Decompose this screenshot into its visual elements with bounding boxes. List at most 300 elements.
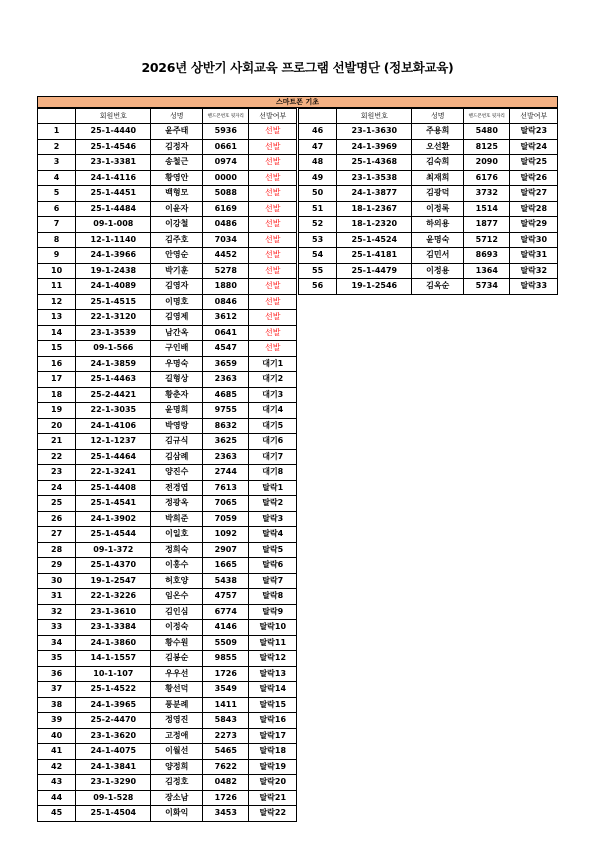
row-number: 2 [38,139,76,155]
table-row [38,186,297,202]
row-number: 33 [38,620,76,636]
table-row [38,666,297,682]
selection-status: 선발 [249,170,297,186]
member-name: 구인배 [151,341,203,357]
member-number: 25-1-4522 [76,682,151,698]
row-number: 10 [38,263,76,279]
table-row [38,713,297,729]
member-name: 고정애 [151,728,203,744]
member-number: 09-1-372 [76,542,151,558]
row-number: 36 [38,666,76,682]
phone-tail: 1665 [203,558,249,574]
member-name: 임온수 [151,589,203,605]
phone-tail: 2363 [203,449,249,465]
table-row [38,201,297,217]
phone-tail: 8693 [464,248,510,264]
phone-tail: 3625 [203,434,249,450]
table-row [38,589,297,605]
row-number: 34 [38,635,76,651]
table-row [38,294,297,310]
row-number: 42 [38,759,76,775]
table-row [38,434,297,450]
row-number: 17 [38,372,76,388]
member-name: 하의용 [412,217,464,233]
table-row [38,651,297,667]
phone-tail: 0482 [203,775,249,791]
phone-tail: 0641 [203,325,249,341]
member-name: 안영순 [151,248,203,264]
table-row [38,217,297,233]
row-number: 32 [38,604,76,620]
page-title: 2026년 상반기 사회교육 프로그램 선발명단 (정보화교육) [141,60,454,75]
selection-status: 탈락32 [510,263,558,279]
member-name: 황선덕 [151,682,203,698]
row-number: 52 [299,217,337,233]
table-row [299,201,558,217]
phone-tail: 5936 [203,124,249,140]
table-row [38,604,297,620]
col-header-no [38,109,76,124]
member-number: 24-1-4106 [76,418,151,434]
member-number: 25-1-4524 [337,232,412,248]
row-number: 7 [38,217,76,233]
member-number: 12-1-1237 [76,434,151,450]
member-number: 24-1-4089 [76,279,151,295]
phone-tail: 0661 [203,139,249,155]
member-name: 주용희 [412,124,464,140]
col-header-name: 성명 [151,109,203,124]
member-number: 24-1-4116 [76,170,151,186]
row-number: 56 [299,279,337,295]
table-row [38,790,297,806]
phone-tail: 9755 [203,403,249,419]
category-header: 스마트폰 기초 [37,96,558,108]
col-header-phone-tail: 핸드폰번호 뒷자리 [203,109,249,124]
member-number: 19-1-2438 [76,263,151,279]
member-number: 18-1-2320 [337,217,412,233]
row-number: 44 [38,790,76,806]
phone-tail: 8125 [464,139,510,155]
member-number: 25-1-4464 [76,449,151,465]
selection-status: 탈락25 [510,155,558,171]
member-number: 12-1-1140 [76,232,151,248]
row-number: 53 [299,232,337,248]
selection-status: 대기5 [249,418,297,434]
member-name: 송철근 [151,155,203,171]
member-name: 황춘자 [151,387,203,403]
table-row [38,682,297,698]
selection-status: 탈락10 [249,620,297,636]
table-row [38,806,297,822]
phone-tail: 6169 [203,201,249,217]
row-number: 48 [299,155,337,171]
phone-tail: 4547 [203,341,249,357]
member-name: 이정숙 [151,620,203,636]
member-name: 백형모 [151,186,203,202]
table-row [299,124,558,140]
row-number: 31 [38,589,76,605]
member-number: 23-1-3630 [337,124,412,140]
row-number: 5 [38,186,76,202]
phone-tail: 2090 [464,155,510,171]
row-number: 29 [38,558,76,574]
selection-status: 선발 [249,263,297,279]
member-name: 이월선 [151,744,203,760]
selection-status: 탈락24 [510,139,558,155]
member-name: 이홍수 [151,558,203,574]
phone-tail: 1092 [203,527,249,543]
phone-tail: 6176 [464,170,510,186]
selection-status: 탈락19 [249,759,297,775]
selection-status: 탈락16 [249,713,297,729]
selection-status: 탈락29 [510,217,558,233]
selection-status: 대기1 [249,356,297,372]
selection-status: 탈락4 [249,527,297,543]
phone-tail: 4146 [203,620,249,636]
member-name: 김주호 [151,232,203,248]
selection-status: 선발 [249,201,297,217]
selection-status: 선발 [249,217,297,233]
phone-tail: 2273 [203,728,249,744]
table-row [38,418,297,434]
roster-body-right [299,124,558,295]
member-name: 김정호 [151,775,203,791]
row-number: 20 [38,418,76,434]
member-number: 23-1-3610 [76,604,151,620]
table-row [38,248,297,264]
member-name: 박영랑 [151,418,203,434]
member-name: 허호양 [151,573,203,589]
phone-tail: 4452 [203,248,249,264]
phone-tail: 1877 [464,217,510,233]
selection-status: 선발 [249,139,297,155]
member-number: 23-1-3620 [76,728,151,744]
table-row [299,186,558,202]
table-row [38,155,297,171]
member-number: 23-1-3290 [76,775,151,791]
roster-body-left [38,124,297,822]
member-name: 이윤자 [151,201,203,217]
phone-tail: 5480 [464,124,510,140]
selection-status: 탈락14 [249,682,297,698]
member-number: 23-1-3381 [76,155,151,171]
phone-tail: 7034 [203,232,249,248]
selection-status: 탈락27 [510,186,558,202]
phone-tail: 5088 [203,186,249,202]
member-name: 이강철 [151,217,203,233]
table-row [38,372,297,388]
member-name: 이화익 [151,806,203,822]
member-number: 25-1-4546 [76,139,151,155]
table-row [299,263,558,279]
member-number: 25-1-4370 [76,558,151,574]
phone-tail: 3612 [203,310,249,326]
member-name: 김숙희 [412,155,464,171]
row-number: 1 [38,124,76,140]
table-row [299,232,558,248]
roster-table-right [298,108,558,295]
phone-tail: 3659 [203,356,249,372]
table-row [38,573,297,589]
table-row [299,248,558,264]
member-name: 황수원 [151,635,203,651]
phone-tail: 5843 [203,713,249,729]
col-header-status: 선발여부 [249,109,297,124]
selection-status: 탈락8 [249,589,297,605]
selection-status: 탈락30 [510,232,558,248]
member-number: 25-2-4421 [76,387,151,403]
member-number: 25-2-4470 [76,713,151,729]
row-number: 50 [299,186,337,202]
member-number: 25-1-4541 [76,496,151,512]
phone-tail: 7613 [203,480,249,496]
row-number: 3 [38,155,76,171]
member-number: 23-1-3384 [76,620,151,636]
row-number: 39 [38,713,76,729]
phone-tail: 5465 [203,744,249,760]
phone-tail: 3453 [203,806,249,822]
table-row [38,775,297,791]
member-number: 24-1-3902 [76,511,151,527]
row-number: 18 [38,387,76,403]
selection-status: 탈락3 [249,511,297,527]
selection-status: 탈락15 [249,697,297,713]
phone-tail: 9855 [203,651,249,667]
member-name: 이일호 [151,527,203,543]
table-row [38,465,297,481]
row-number: 40 [38,728,76,744]
phone-tail: 2363 [203,372,249,388]
member-name: 이정용 [412,263,464,279]
selection-status: 선발 [249,325,297,341]
row-number: 30 [38,573,76,589]
phone-tail: 0846 [203,294,249,310]
member-name: 김정자 [151,139,203,155]
row-number: 28 [38,542,76,558]
row-number: 23 [38,465,76,481]
selection-status: 탈락7 [249,573,297,589]
col-header-no [299,109,337,124]
selection-status: 대기2 [249,372,297,388]
table-row [38,325,297,341]
selection-status: 선발 [249,232,297,248]
row-number: 19 [38,403,76,419]
phone-tail: 2907 [203,542,249,558]
selection-status: 탈락9 [249,604,297,620]
member-number: 10-1-107 [76,666,151,682]
row-number: 45 [38,806,76,822]
member-number: 24-1-3841 [76,759,151,775]
member-number: 25-1-4484 [76,201,151,217]
member-number: 09-1-528 [76,790,151,806]
member-name: 김민서 [412,248,464,264]
selection-status: 선발 [249,124,297,140]
member-number: 24-1-3877 [337,186,412,202]
table-row [38,279,297,295]
phone-tail: 5438 [203,573,249,589]
member-name: 정영진 [151,713,203,729]
member-name: 김규식 [151,434,203,450]
phone-tail: 4757 [203,589,249,605]
table-row [38,124,297,140]
member-name: 장소남 [151,790,203,806]
table-row [38,496,297,512]
member-number: 22-1-3241 [76,465,151,481]
member-name: 김인심 [151,604,203,620]
selection-status: 탈락11 [249,635,297,651]
row-number: 35 [38,651,76,667]
row-number: 47 [299,139,337,155]
row-number: 25 [38,496,76,512]
member-name: 윤주태 [151,124,203,140]
selection-status: 탈락2 [249,496,297,512]
row-number: 54 [299,248,337,264]
member-name: 김영자 [151,279,203,295]
table-row [38,759,297,775]
member-number: 25-1-4544 [76,527,151,543]
row-number: 24 [38,480,76,496]
selection-status: 선발 [249,294,297,310]
table-row [38,356,297,372]
selection-status: 탈락23 [510,124,558,140]
row-number: 13 [38,310,76,326]
member-name: 박희준 [151,511,203,527]
member-name: 남간옥 [151,325,203,341]
member-name: 전경엽 [151,480,203,496]
selection-status: 탈락12 [249,651,297,667]
phone-tail: 1726 [203,666,249,682]
row-number: 22 [38,449,76,465]
member-number: 09-1-008 [76,217,151,233]
col-header-member-no: 회원번호 [337,109,412,124]
selection-status: 대기6 [249,434,297,450]
selection-status: 선발 [249,186,297,202]
table-row [38,170,297,186]
phone-tail: 5509 [203,635,249,651]
table-row [38,744,297,760]
phone-tail: 1514 [464,201,510,217]
member-number: 25-1-4440 [76,124,151,140]
table-row [38,558,297,574]
selection-status: 대기4 [249,403,297,419]
table-header-row [299,109,558,124]
member-number: 24-1-3859 [76,356,151,372]
phone-tail: 8632 [203,418,249,434]
table-row [38,542,297,558]
phone-tail: 1411 [203,697,249,713]
table-row [299,217,558,233]
selection-status: 탈락1 [249,480,297,496]
member-number: 14-1-1557 [76,651,151,667]
table-row [299,139,558,155]
member-name: 정희숙 [151,542,203,558]
table-row [38,527,297,543]
row-number: 21 [38,434,76,450]
table-row [38,310,297,326]
table-row [38,263,297,279]
member-number: 24-1-3965 [76,697,151,713]
selection-status: 선발 [249,155,297,171]
col-header-name: 성명 [412,109,464,124]
selection-status: 탈락6 [249,558,297,574]
selection-status: 탈락33 [510,279,558,295]
member-number: 25-1-4515 [76,294,151,310]
table-header-row [38,109,297,124]
row-number: 46 [299,124,337,140]
member-number: 25-1-4368 [337,155,412,171]
member-number: 22-1-3226 [76,589,151,605]
col-header-status: 선발여부 [510,109,558,124]
table-row [38,511,297,527]
phone-tail: 6774 [203,604,249,620]
col-header-member-no: 회원번호 [76,109,151,124]
selection-status: 선발 [249,248,297,264]
selection-status: 탈락18 [249,744,297,760]
member-number: 25-1-4479 [337,263,412,279]
member-name: 이명호 [151,294,203,310]
member-name: 김삼례 [151,449,203,465]
member-number: 19-1-2547 [76,573,151,589]
row-number: 37 [38,682,76,698]
row-number: 15 [38,341,76,357]
phone-tail: 1364 [464,263,510,279]
member-name: 김봉순 [151,651,203,667]
row-number: 26 [38,511,76,527]
phone-tail: 3732 [464,186,510,202]
selection-status: 탈락13 [249,666,297,682]
member-number: 25-1-4463 [76,372,151,388]
member-name: 길형상 [151,372,203,388]
phone-tail: 0000 [203,170,249,186]
member-name: 우명숙 [151,356,203,372]
member-number: 19-1-2546 [337,279,412,295]
member-name: 최재희 [412,170,464,186]
selection-status: 대기3 [249,387,297,403]
row-number: 4 [38,170,76,186]
member-name: 김광덕 [412,186,464,202]
phone-tail: 7065 [203,496,249,512]
selection-status: 선발 [249,341,297,357]
row-number: 14 [38,325,76,341]
row-number: 12 [38,294,76,310]
member-name: 김옥순 [412,279,464,295]
selection-status: 탈락17 [249,728,297,744]
member-name: 오선환 [412,139,464,155]
table-row [299,155,558,171]
phone-tail: 5712 [464,232,510,248]
col-header-phone-tail: 핸드폰번호 뒷자리 [464,109,510,124]
member-name: 양정희 [151,759,203,775]
phone-tail: 0486 [203,217,249,233]
member-number: 18-1-2367 [337,201,412,217]
phone-tail: 5278 [203,263,249,279]
table-row [38,697,297,713]
phone-tail: 1726 [203,790,249,806]
selection-status: 탈락26 [510,170,558,186]
member-name: 박기훈 [151,263,203,279]
table-row [38,728,297,744]
row-number: 9 [38,248,76,264]
member-number: 25-1-4504 [76,806,151,822]
selection-status: 탈락31 [510,248,558,264]
row-number: 51 [299,201,337,217]
phone-tail: 4685 [203,387,249,403]
table-row [38,387,297,403]
selection-status: 탈락21 [249,790,297,806]
roster-table-left [37,108,297,822]
member-name: 풍분례 [151,697,203,713]
member-name: 이정록 [412,201,464,217]
